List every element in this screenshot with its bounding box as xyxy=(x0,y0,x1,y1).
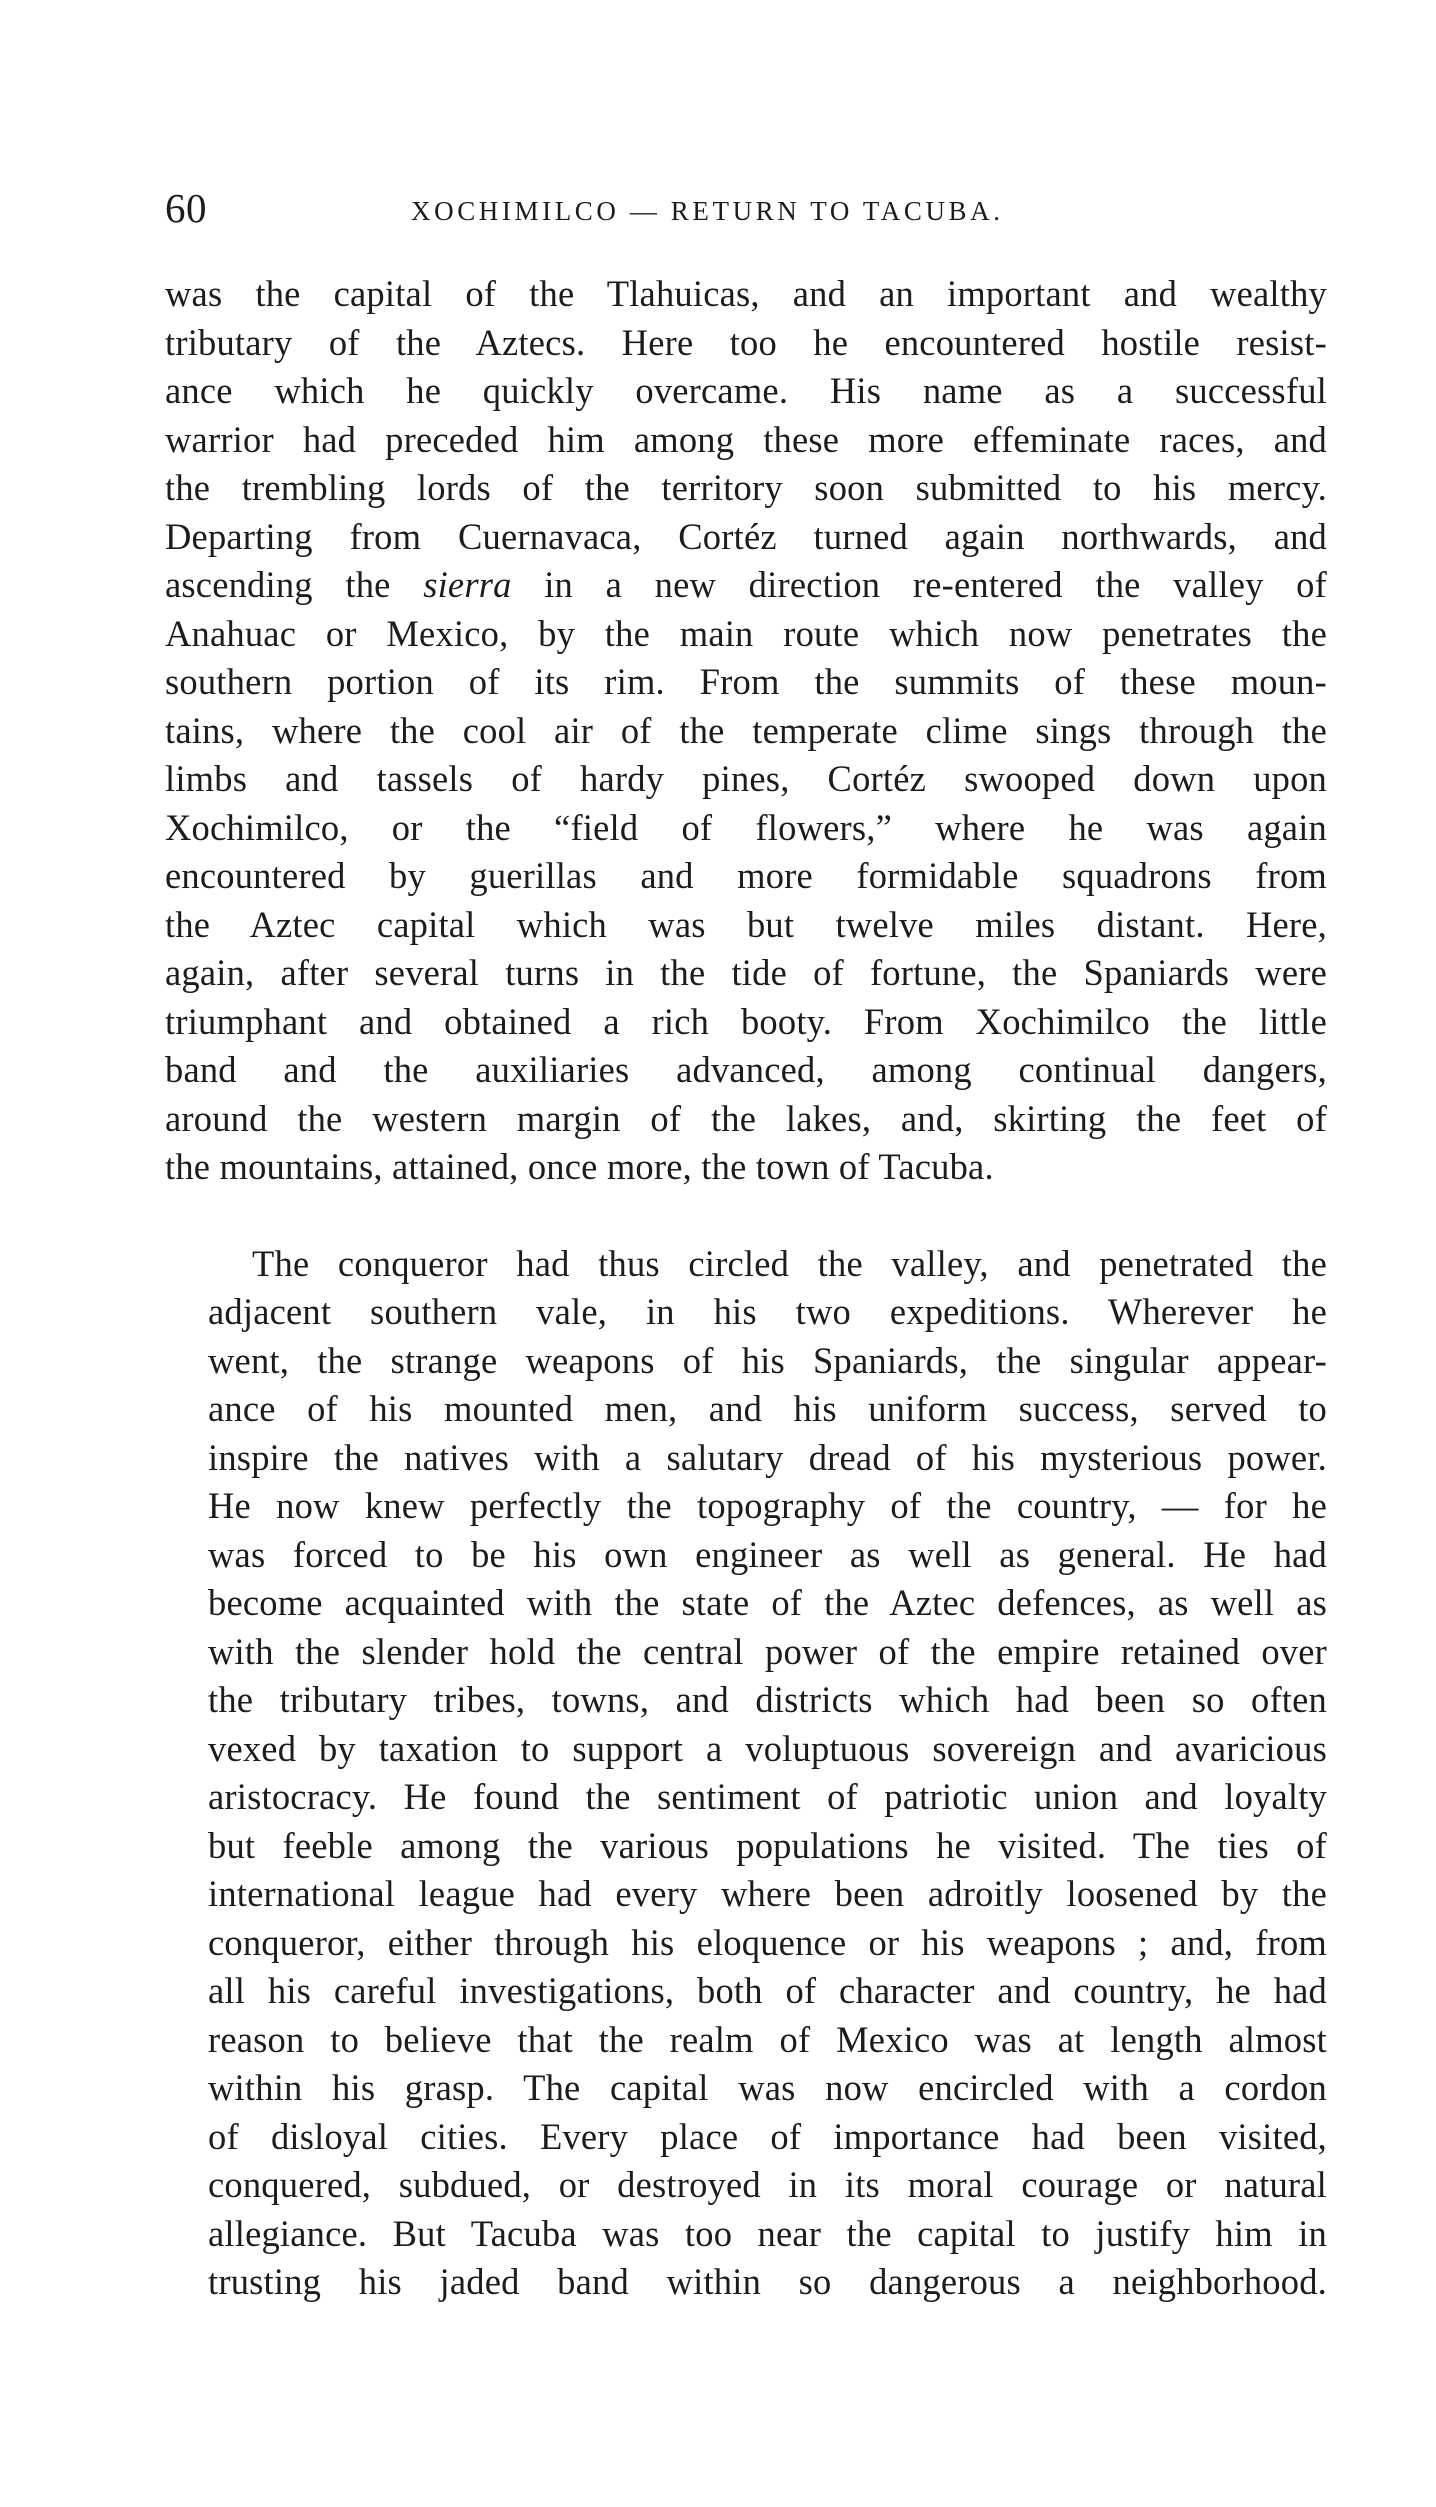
text-line: adjacent southern vale, in his two expeditions. Wherever he xyxy=(208,1291,1327,1332)
text-line: tains, where the cool air of the temperate clime sings through the xyxy=(165,709,1327,751)
italic-word-sierra: sierra xyxy=(423,564,512,605)
text-line: international league had every where been adroitly loosened by the xyxy=(208,1873,1327,1914)
text-line: within his grasp. The capital was now encircled with a cordon xyxy=(208,2067,1327,2108)
paragraph-2 xyxy=(165,1240,1327,2307)
text-line: inspire the natives with a salutary dread of his mysterious power. xyxy=(208,1436,1327,1478)
text-line: of disloyal cities. Every place of importance had been visited, xyxy=(208,2115,1327,2157)
text-line: was forced to be his own engineer as well as general. He had xyxy=(208,1533,1327,1575)
text-line: triumphant and obtained a rich booty. From Xochimilco the little xyxy=(165,1000,1327,1042)
page-number: 60 xyxy=(165,185,207,231)
text-line: went, the strange weapons of his Spaniards, the singular appear- xyxy=(208,1339,1327,1381)
text-line: limbs and tassels of hardy pines, Cortéz swooped down upon xyxy=(165,758,1327,799)
text-line: again, after several turns in the tide of fortune, the Spaniards were xyxy=(165,952,1327,993)
text-line: conquered, subdued, or destroyed in its moral courage or natural xyxy=(208,2164,1327,2205)
text-line: vexed by taxation to support a voluptuous sovereign and avaricious xyxy=(208,1727,1327,1769)
text-line: the mountains, attained, once more, the town of Tacuba. xyxy=(165,1146,994,1187)
text-line-with-italic xyxy=(165,561,1327,610)
text-fragment: ascending the xyxy=(165,564,391,605)
text-line: Anahuac or Mexico, by the main route which now penetrates the xyxy=(165,612,1327,654)
body-text xyxy=(165,270,1327,2307)
text-line: the Aztec capital which was but twelve miles distant. Here, xyxy=(165,903,1327,945)
text-line: tributary of the Aztecs. Here too he encountered hostile resist- xyxy=(165,321,1327,363)
text-line: ance which he quickly overcame. His name as a successful xyxy=(165,370,1327,411)
text-line: aristocracy. He found the sentiment of patriotic union and loyalty xyxy=(208,1776,1327,1817)
text-line: all his careful investigations, both of character and country, he had xyxy=(208,1970,1327,2011)
text-line: trusting his jaded band within so dangerous a neighborhood. xyxy=(208,2261,1327,2302)
text-line: but feeble among the various populations he visited. The ties of xyxy=(208,1824,1327,1866)
text-line: band and the auxiliaries advanced, among continual dangers, xyxy=(165,1049,1327,1090)
text-fragment: in a new direction re-entered the valley of xyxy=(544,564,1327,605)
text-line: He now knew perfectly the topography of the country, — for he xyxy=(208,1485,1327,1526)
text-line: the tributary tribes, towns, and districts which had been so often xyxy=(208,1679,1327,1720)
text-line: conqueror, either through his eloquence or his weapons ; and, from xyxy=(208,1921,1327,1963)
running-title: XOCHIMILCO — RETURN TO TACUBA. xyxy=(411,196,1004,226)
text-line: the trembling lords of the territory soon submitted to his mercy. xyxy=(165,467,1327,508)
text-line: The conqueror had thus circled the valley, and penetrated the xyxy=(252,1242,1327,1284)
text-line: encountered by guerillas and more formidable squadrons from xyxy=(165,855,1327,896)
text-line: Departing from Cuernavaca, Cortéz turned again northwards, and xyxy=(165,515,1327,557)
text-line: warrior had preceded him among these more effeminate races, and xyxy=(165,418,1327,460)
text-line: with the slender hold the central power of the empire retained over xyxy=(208,1630,1327,1672)
text-line: become acquainted with the state of the Aztec defences, as well as xyxy=(208,1582,1327,1623)
text-line: around the western margin of the lakes, and, skirting the feet of xyxy=(165,1097,1327,1139)
text-line: Xochimilco, or the “field of flowers,” where he was again xyxy=(165,806,1327,848)
text-line: allegiance. But Tacuba was too near the capital to justify him in xyxy=(208,2212,1327,2254)
paragraph-1 xyxy=(165,270,1327,1192)
text-line: southern portion of its rim. From the summits of these moun- xyxy=(165,661,1327,702)
text-line: was the capital of the Tlahuicas, and an important and wealthy xyxy=(165,273,1327,314)
running-head xyxy=(165,183,1325,243)
text-line: ance of his mounted men, and his uniform success, served to xyxy=(208,1388,1327,1429)
text-line: reason to believe that the realm of Mexico was at length almost xyxy=(208,2018,1327,2060)
